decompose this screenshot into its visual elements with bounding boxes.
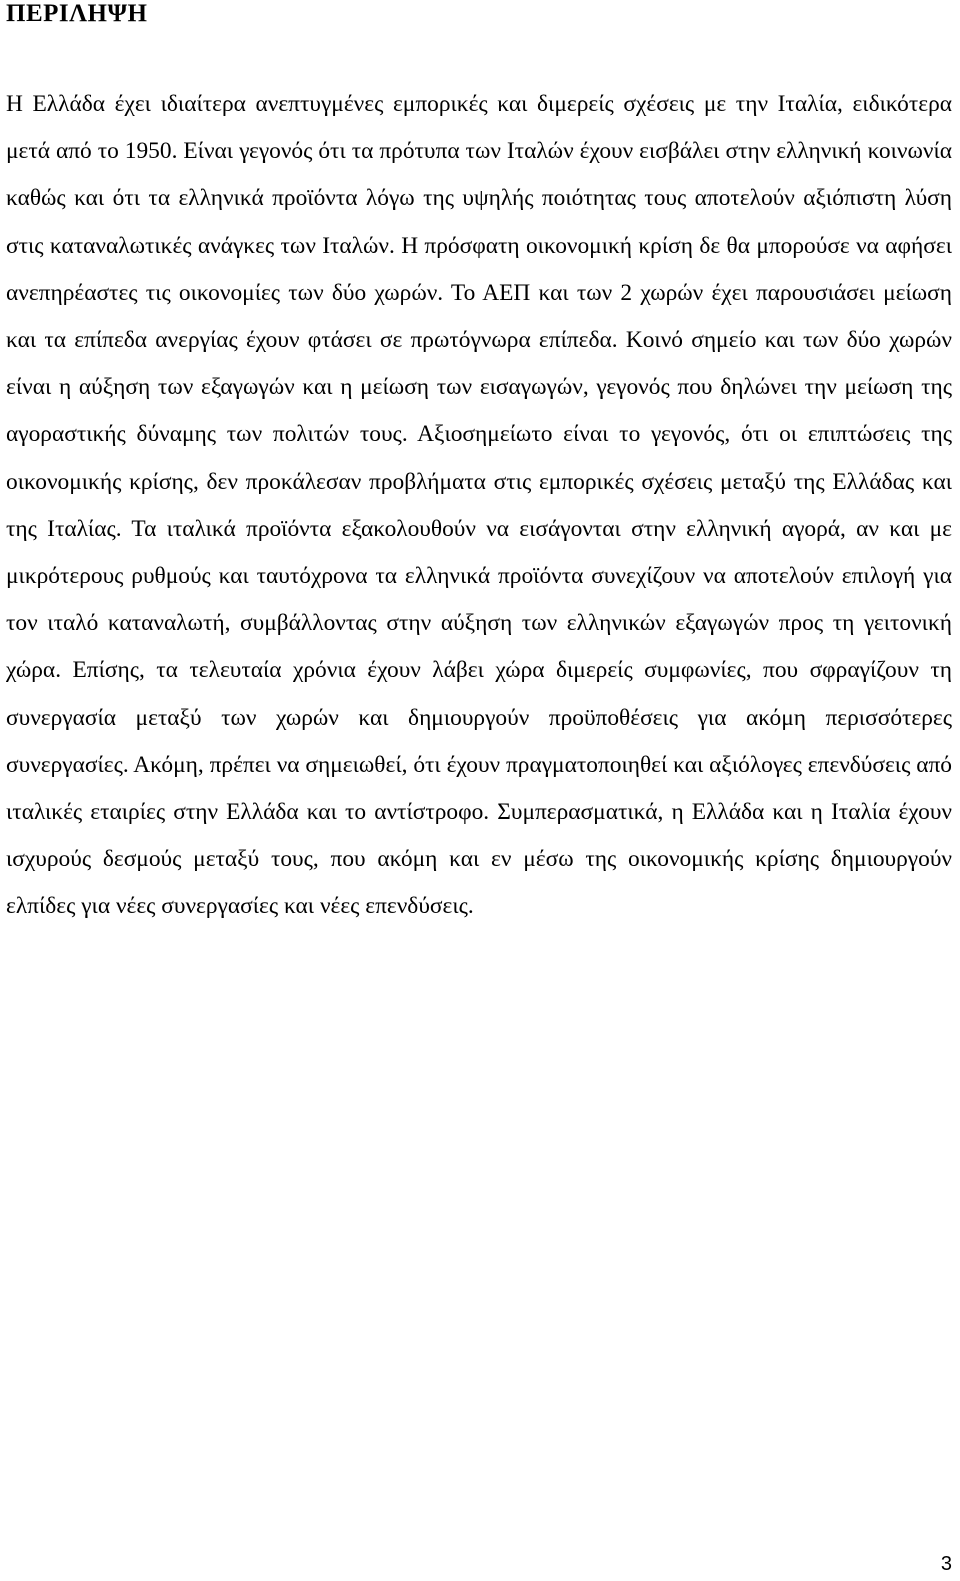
page-number: 3 — [940, 1553, 952, 1575]
page-heading: ΠΕΡΙΛΗΨΗ — [6, 0, 148, 27]
summary-paragraph: Η Ελλάδα έχει ιδιαίτερα ανεπτυγμένες εμπορικές και διμερείς σχέσεις με την Ιταλία, ειδικότερα μετά από το 1950. Είναι γεγονός ότι τα πρότυπα των Ιταλών έχουν εισβάλει στην ελληνική κοινωνία καθώς και ότι τα ελληνικά προϊόντα λόγω της υψηλής ποιότητας τους αποτελούν αξιόπιστη λύση στις καταναλωτικές ανάγκες των Ιταλών. Η πρόσφατη οικονομική κρίση δε θα μπορούσε να αφήσει ανεπηρέαστες τις οικονομίες των δύο χωρών. Το ΑΕΠ και των 2 χωρών έχει παρουσιάσει μείωση και τα επίπεδα ανεργίας έχουν φτάσει σε πρωτόγνωρα επίπεδα. Κοινό σημείο και των δύο χωρών είναι η αύξηση των εξαγωγών και η μείωση των εισαγωγών, γεγονός που δηλώνει την μείωση της αγοραστικής δύναμης των πολιτών τους. Αξιοσημείωτο είναι το γεγονός, ότι οι επιπτώσεις της οικονομικής κρίσης, δεν προκάλεσαν προβλήματα στις εμπορικές σχέσεις μεταξύ της Ελλάδας και της Ιταλίας. Τα ιταλικά προϊόντα εξακολουθούν να εισάγονται στην ελληνική αγορά, αν και με μικρότερους ρυθμούς και ταυτόχρονα τα ελληνικά προϊόντα συνεχίζουν να αποτελούν επιλογή για τον ιταλό καταναλωτή, συμβάλλοντας στην αύξηση των ελληνικών εξαγωγών προς τη γειτονική χώρα. Επίσης, τα τελευταία χρόνια έχουν λάβει χώρα διμερείς συμφωνίες, που σφραγίζουν τη συνεργασία μεταξύ των χωρών και δημιουργούν προϋποθέσεις για ακόμη περισσότερες συνεργασίες. Ακόμη, πρέπει να σημειωθεί, ότι έχουν πραγματοποιηθεί και αξιόλογες επενδύσεις από ιταλικές εταιρίες στην Ελλάδα και το αντίστροφο. Συμπερασματικά, η Ελλάδα και η Ιταλία έχουν ισχυρούς δεσμούς μεταξύ τους, που ακόμη και εν μέσω της οικονομικής κρίσης δημιουργούν ελπίδες για νέες συνεργασίες και νέες επενδύσεις. — [6, 91, 952, 920]
